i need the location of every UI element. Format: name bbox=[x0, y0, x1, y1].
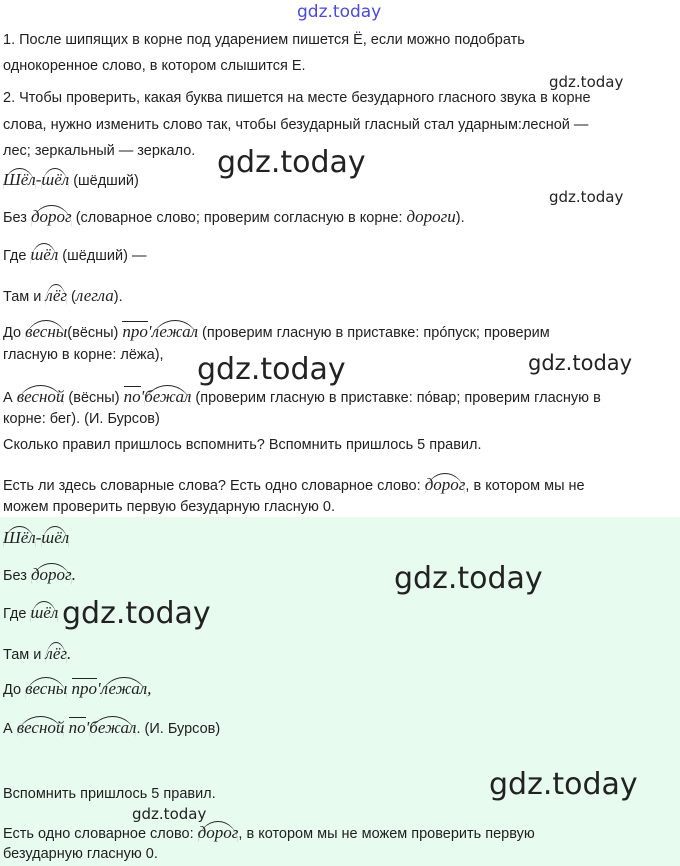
answer-line-8: Есть одно словарное слово: дорог, в котором мы не можем проверить первую bbox=[3, 823, 535, 842]
root-word: весны bbox=[25, 322, 68, 341]
watermark: gdz.today bbox=[528, 351, 633, 375]
watermark: gdz.today bbox=[62, 596, 211, 631]
answer-line-7: Вспомнить пришлось 5 правил. bbox=[3, 786, 216, 802]
rule-2-line-1: 2. Чтобы проверить, какая буква пишется на месте безударного гласного звука в корне bbox=[3, 90, 591, 106]
watermark: gdz.today bbox=[489, 767, 638, 802]
example-line-3: Где шёл (шёдший) — bbox=[3, 245, 147, 264]
example-line-4: Там и лёг (легла). bbox=[3, 286, 123, 305]
root-word: весной bbox=[16, 718, 65, 737]
prefix: про bbox=[122, 322, 148, 341]
watermark: gdz.today bbox=[217, 145, 366, 180]
question-2-line-2: можем проверить первую безударную гласную 0. bbox=[3, 499, 336, 515]
root-word: бежал bbox=[144, 387, 192, 406]
example-line-5-cont: гласную в корне: лёжа), bbox=[3, 347, 164, 363]
watermark: gdz.today bbox=[394, 561, 543, 596]
watermark: gdz.today bbox=[197, 352, 346, 387]
rule-1-line-1: 1. После шипящих в корне под ударением пишется Ё, если можно подобрать bbox=[3, 32, 525, 48]
example-line-2: Без дорог (словарное слово; проверим согласную в корне: дороги). bbox=[3, 207, 465, 226]
watermark: gdz.today bbox=[549, 188, 624, 206]
root-word: шёл bbox=[30, 245, 59, 264]
root-word: шёл bbox=[41, 528, 70, 547]
answer-line-2: Без дорог. bbox=[3, 565, 76, 584]
root-word: дорог bbox=[197, 823, 239, 842]
answer-line-1: Шёл-шёл bbox=[3, 528, 70, 547]
prefix: про bbox=[71, 679, 98, 698]
answer-line-4: Там и лёг. bbox=[3, 644, 72, 663]
root-word: дорог bbox=[30, 207, 72, 226]
root-word: Шёл bbox=[3, 528, 36, 547]
root-word: дорог bbox=[424, 475, 466, 494]
rule-2-line-3: лес; зеркальный — зеркало. bbox=[3, 143, 196, 159]
answer-line-5: До весны про'лежал, bbox=[3, 679, 152, 698]
rule-2-line-2: слова, нужно изменить слово так, чтобы безударный гласный стал ударным:лесной — bbox=[3, 117, 589, 133]
root-word: лёг bbox=[45, 644, 67, 663]
root-word: лежал bbox=[100, 679, 148, 698]
root-word: Шёл bbox=[3, 170, 36, 189]
root-word: весной bbox=[16, 387, 65, 406]
root-word: весны bbox=[25, 679, 68, 698]
root-word: бежал bbox=[89, 718, 137, 737]
prefix: по bbox=[68, 718, 86, 737]
rule-1-line-2: однокоренное слово, в котором слышится Е. bbox=[3, 58, 306, 74]
answer-line-6: А весной по'бежал. (И. Бурсов) bbox=[3, 718, 221, 737]
watermark: gdz.today bbox=[132, 805, 207, 823]
watermark: gdz.today bbox=[549, 73, 624, 91]
answer-line-3: Где шёл bbox=[3, 603, 59, 622]
example-line-1: Шёл-шёл (шёдший) bbox=[3, 170, 139, 189]
example-line-5: До весны(вёсны) про'лежал (проверим гласную в приставке: прóпуск; проверим bbox=[3, 322, 550, 341]
root-word: дорог bbox=[30, 565, 72, 584]
root-word: шёл bbox=[41, 170, 70, 189]
watermark: gdz.today bbox=[297, 2, 382, 22]
prefix: по bbox=[123, 387, 141, 406]
root-word: лежал bbox=[151, 322, 199, 341]
question-1: Сколько правил пришлось вспомнить? Вспомнить пришлось 5 правил. bbox=[3, 437, 482, 453]
question-2-line-1: Есть ли здесь словарные слова? Есть одно словарное слово: дорог, в котором мы не bbox=[3, 475, 585, 494]
example-line-6: А весной (вёсны) по'бежал (проверим гласную в приставке: пóвар; проверим гласную в bbox=[3, 387, 601, 406]
example-line-6-cont: корне: бег). (И. Бурсов) bbox=[3, 411, 160, 427]
answer-line-9: безударную гласную 0. bbox=[3, 846, 158, 862]
root-word: шёл bbox=[30, 603, 59, 622]
root-word: лёг bbox=[45, 286, 67, 305]
